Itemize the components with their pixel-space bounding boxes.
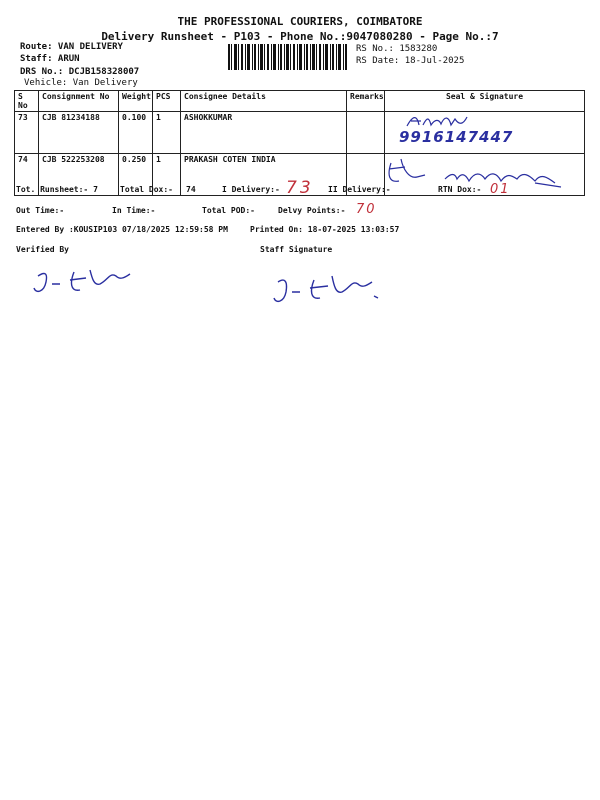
- cell-pcs: 1: [153, 112, 181, 154]
- col-header-sno: S No: [15, 91, 39, 112]
- cell-consignment: CJB 81234188: [39, 112, 119, 154]
- i-delivery-label: I Delivery:-: [222, 185, 280, 194]
- tot-runsheet: Tot. Runsheet:- 7: [16, 185, 98, 194]
- company-title: THE PROFESSIONAL COURIERS, COIMBATORE: [177, 15, 423, 28]
- table-row: [15, 112, 585, 154]
- handwritten-signature-icon: [385, 155, 583, 193]
- col-header-consignment: Consignment No: [39, 91, 119, 112]
- out-time-label: Out Time:-: [16, 206, 65, 215]
- printed-on: Printed On: 18-07-2025 13:03:57: [250, 225, 400, 234]
- barcode-icon: [228, 44, 348, 70]
- cell-sno: 74: [15, 154, 39, 196]
- staff-label: Staff: ARUN: [20, 54, 80, 64]
- route-label: Route: VAN DELIVERY: [20, 42, 123, 52]
- total-pod-label: Total POD:-: [202, 206, 255, 215]
- cell-remarks: [347, 112, 385, 154]
- verified-by-signature-icon: [30, 262, 140, 302]
- cell-consignee: ASHOKKUMAR: [181, 112, 347, 154]
- staff-signature-icon: [268, 270, 388, 310]
- ii-delivery-label: II Delivery:-: [328, 185, 391, 194]
- total-dox-value: 74: [186, 185, 196, 194]
- vehicle-label: Vehicle: Van Delivery: [24, 78, 138, 88]
- rs-number: RS No.: 1583280: [356, 44, 438, 54]
- staff-signature-label: Staff Signature: [260, 245, 333, 254]
- signature-phone-number: 9916147447: [399, 128, 514, 146]
- drs-number: DRS No.: DCJB158328007: [20, 67, 140, 77]
- cell-signature: [385, 112, 585, 154]
- i-delivery-value: 73: [286, 178, 314, 198]
- rtn-dox-value: 01: [490, 182, 511, 197]
- handwritten-signature-icon: [405, 113, 475, 129]
- runsheet-subtitle: Delivery Runsheet - P103 - Phone No.:9047080280 - Page No.:7: [101, 30, 499, 43]
- col-header-weight: Weight: [119, 91, 153, 112]
- cell-consignment: CJB 522253208: [39, 154, 119, 196]
- rtn-dox-label: RTN Dox:-: [438, 185, 482, 194]
- cell-weight: 0.250: [119, 154, 153, 196]
- verified-by-label: Verified By: [16, 245, 69, 254]
- col-header-consignee: Consignee Details: [181, 91, 347, 112]
- cell-weight: 0.100: [119, 112, 153, 154]
- col-header-remarks: Remarks: [347, 91, 385, 112]
- cell-signature: [385, 154, 585, 196]
- in-time-label: In Time:-: [112, 206, 156, 215]
- cell-sno: 73: [15, 112, 39, 154]
- delvy-points-value: 70: [356, 202, 377, 217]
- table-header-row: [15, 91, 585, 112]
- delvy-points-label: Delvy Points:-: [278, 206, 346, 215]
- rs-date: RS Date: 18-Jul-2025: [356, 56, 465, 66]
- col-header-seal-signature: Seal & Signature: [385, 91, 585, 112]
- col-header-pcs: PCS: [153, 91, 181, 112]
- cell-consignee: PRAKASH COTEN INDIA: [181, 154, 347, 196]
- entered-by: Entered By :KOUSIP103 07/18/2025 12:59:58 PM: [16, 225, 228, 234]
- cell-pcs: 1: [153, 154, 181, 196]
- total-dox-label: Total Dox:-: [120, 185, 173, 194]
